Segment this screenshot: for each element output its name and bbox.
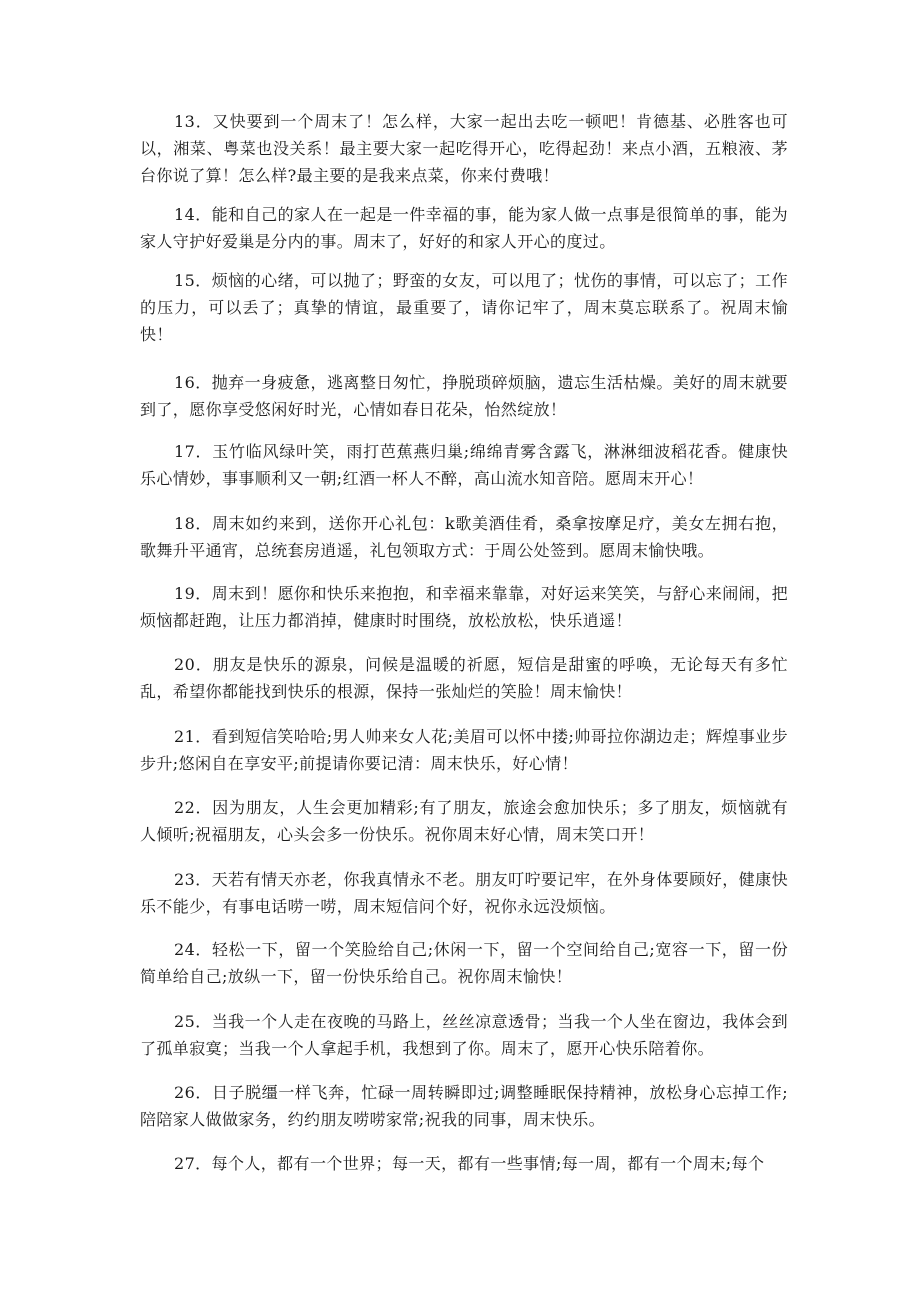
paragraph-15: 15．烦恼的心绪，可以抛了；野蛮的女友，可以甩了；忧伤的事情，可以忘了；工作的压力，可以丢了；真挚的情谊，最重要了，请你记牢了，周末莫忘联系了。祝周末愉快！ [140,271,788,344]
paragraph-23: 23．天若有情天亦老，你我真情永不老。朋友叮咛要记牢，在外身体要顾好，健康快乐不能少，有事电话唠一唠，周末短信问个好，祝你永远没烦恼。 [140,870,788,916]
paragraph-24: 24．轻松一下，留一个笑脸给自己;休闲一下，留一个空间给自己;宽容一下，留一份简单给自己;放纵一下，留一份快乐给自己。祝你周末愉快！ [140,940,788,986]
paragraph-27: 27．每个人，都有一个世界；每一天，都有一些事情;每一周，都有一个周末;每个 [174,1154,765,1173]
paragraph-14: 14．能和自己的家人在一起是一件幸福的事，能为家人做一点事是很简单的事，能为家人守护好爱巢是分内的事。周末了，好好的和家人开心的度过。 [140,205,788,251]
paragraph-18: 18．周末如约来到，送你开心礼包：k歌美酒佳肴，桑拿按摩足疗，美女左拥右抱，歌舞升平通宵，总统套房逍遥，礼包领取方式：于周公处签到。愿周末愉快哦。 [140,514,788,560]
paragraph-19: 19．周末到！愿你和快乐来抱抱，和幸福来靠靠，对好运来笑笑，与舒心来闹闹，把烦恼都赶跑，让压力都消掉，健康时时围绕，放松放松，快乐逍遥！ [140,584,788,630]
paragraph-26: 26．日子脱缰一样飞奔，忙碌一周转瞬即过;调整睡眠保持精神，放松身心忘掉工作;陪陪家人做做家务，约约朋友唠唠家常;祝我的同事，周末快乐。 [140,1083,788,1129]
paragraph-21: 21．看到短信笑哈哈;男人帅来女人花;美眉可以怀中搂;帅哥拉你湖边走；辉煌事业步步升;悠闲自在享安平;前提请你要记清：周末快乐，好心情！ [140,727,788,773]
paragraph-20: 20．朋友是快乐的源泉，问候是温暖的祈愿，短信是甜蜜的呼唤，无论每天有多忙乱，希望你都能找到快乐的根源，保持一张灿烂的笑脸！周末愉快！ [140,655,788,701]
paragraph-16: 16．抛弃一身疲惫，逃离整日匆忙，挣脱琐碎烦脑，遗忘生活枯燥。美好的周末就要到了，愿你享受悠闲好时光，心情如春日花朵，怡然绽放！ [140,373,788,419]
paragraph-25: 25．当我一个人走在夜晚的马路上，丝丝凉意透骨；当我一个人坐在窗边，我体会到了孤单寂寞；当我一个人拿起手机，我想到了你。周末了，愿开心快乐陪着你。 [140,1012,788,1058]
paragraph-13: 13．又快要到一个周末了！怎么样，大家一起出去吃一顿吧！肯德基、必胜客也可以，湘菜、粤菜也没关系！最主要大家一起吃得开心，吃得起劲！来点小酒，五粮液、茅台你说了算！怎么样?最主要的是我来点菜，你来付费哦！ [140,112,788,185]
paragraph-17: 17．玉竹临风绿叶笑，雨打芭蕉燕归巢;绵绵青雾含露飞，淋淋细波稻花香。健康快乐心情妙，事事顺利又一朝;红酒一杯人不醉，高山流水知音陪。愿周末开心！ [140,442,788,488]
paragraph-22: 22．因为朋友，人生会更加精彩;有了朋友，旅途会愈加快乐；多了朋友，烦恼就有人倾听;祝福朋友，心头会多一份快乐。祝你周末好心情，周末笑口开！ [140,798,788,844]
